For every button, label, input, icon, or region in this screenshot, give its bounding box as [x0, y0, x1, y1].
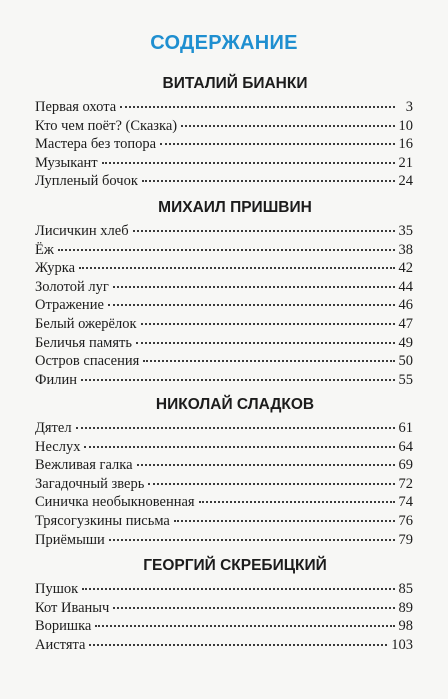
entry-title: Трясогузкины письма: [35, 512, 170, 529]
toc-entry-list: [0, 99, 448, 192]
dot-leader: [81, 379, 395, 381]
entry-title: Отражение: [35, 297, 104, 314]
entry-page-number: 98: [398, 618, 413, 635]
section-author: МИХАИЛ ПРИШВИН: [158, 199, 312, 216]
toc-entry: [35, 637, 413, 656]
toc-entry: [35, 513, 413, 532]
toc-entry: [35, 136, 413, 155]
entry-page-number: 10: [398, 117, 413, 134]
entry-page-number: 44: [398, 278, 413, 295]
dot-leader: [141, 323, 395, 325]
toc-entry: [35, 476, 413, 495]
toc-section-skrebitsky: [0, 555, 448, 655]
entry-title: Первая охота: [35, 99, 117, 115]
entry-page-number: 69: [398, 457, 413, 474]
entry-title: Пушок: [35, 581, 79, 597]
entry-title: Белый ожерёлок: [35, 315, 137, 332]
dot-leader: [95, 625, 394, 627]
entry-page-number: 61: [398, 420, 413, 436]
entry-title: Аистята: [35, 636, 86, 653]
entry-page-number: 38: [398, 241, 413, 258]
toc-entry: [35, 118, 413, 137]
entry-title: Беличья память: [35, 334, 132, 351]
entry-title: Остров спасения: [35, 353, 140, 370]
entry-page-number: 74: [398, 494, 413, 511]
toc-entry: [35, 279, 413, 298]
toc-entry: [35, 297, 413, 316]
entry-page-number: 16: [398, 136, 413, 153]
toc-entry: [35, 439, 413, 458]
dot-leader: [102, 162, 395, 164]
dot-leader: [82, 588, 394, 590]
toc-entry: [35, 420, 413, 439]
section-author: ГЕОРГИЙ СКРЕБИЦКИЙ: [143, 557, 327, 574]
toc-entry: [35, 99, 413, 118]
dot-leader: [137, 464, 395, 466]
entry-page-number: 79: [398, 531, 413, 548]
entry-title: Приёмыши: [35, 531, 105, 548]
entry-title: Музыкант: [35, 154, 98, 171]
entry-title: Мастера без топора: [35, 136, 157, 153]
entry-page-number: 89: [398, 599, 413, 616]
toc-entry: [35, 581, 413, 600]
toc-section-bianki: [0, 73, 448, 192]
dot-leader: [160, 143, 394, 145]
dot-leader: [199, 501, 395, 503]
toc-section-sladkov: [0, 394, 448, 550]
entry-title: Неслух: [35, 438, 81, 455]
entry-page-number: 55: [398, 371, 413, 388]
toc-entry: [35, 372, 413, 391]
dot-leader: [113, 607, 394, 609]
toc-entry: [35, 260, 413, 279]
entry-page-number: 50: [398, 353, 413, 370]
dot-leader: [181, 125, 394, 127]
entry-page-number: 49: [398, 334, 413, 351]
entry-page-number: 72: [398, 475, 413, 492]
toc-entry-list: [0, 223, 448, 390]
section-author: ВИТАЛИЙ БИАНКИ: [162, 75, 308, 92]
entry-title: Вежливая галка: [35, 457, 133, 474]
entry-page-number: 42: [398, 260, 413, 277]
toc-entry-list: [0, 420, 448, 550]
toc-entry: [35, 457, 413, 476]
dot-leader: [133, 230, 395, 232]
dot-leader: [84, 446, 394, 448]
entry-page-number: 35: [398, 223, 413, 239]
toc-entry: [35, 494, 413, 513]
entry-page-number: 103: [391, 636, 413, 653]
page-title: СОДЕРЖАНИЕ: [150, 32, 298, 54]
entry-page-number: 47: [398, 315, 413, 332]
entry-title: Синичка необыкновенная: [35, 494, 195, 511]
toc-entry: [35, 532, 413, 551]
toc-entry: [35, 353, 413, 372]
entry-title: Кто чем поёт? (Сказка): [35, 117, 178, 134]
entry-title: Воришка: [35, 618, 92, 635]
dot-leader: [174, 520, 395, 522]
dot-leader: [148, 483, 394, 485]
toc-entry: [35, 155, 413, 174]
toc-section-prishvin: [0, 197, 448, 390]
dot-leader: [108, 304, 395, 306]
dot-leader: [76, 427, 395, 429]
section-author: НИКОЛАЙ СЛАДКОВ: [155, 396, 315, 413]
entry-title: Лупленый бочок: [35, 173, 138, 190]
entry-title: Ёж: [35, 241, 54, 258]
entry-title: Загадочный зверь: [35, 475, 145, 492]
toc-entry: [35, 618, 413, 637]
entry-title: Журка: [35, 260, 76, 277]
dot-leader: [143, 360, 394, 362]
dot-leader: [120, 106, 395, 108]
entry-page-number: 24: [398, 173, 413, 190]
toc-entry-list: [0, 581, 448, 655]
toc-entry: [35, 173, 413, 192]
dot-leader: [58, 249, 395, 251]
toc-entry: [35, 335, 413, 354]
toc-entry: [35, 223, 413, 242]
entry-page-number: 3: [405, 99, 413, 115]
entry-title: Лисичкин хлеб: [35, 223, 129, 239]
entry-title: Золотой луг: [35, 278, 109, 295]
toc-entry: [35, 316, 413, 335]
entry-title: Филин: [35, 371, 77, 388]
toc-entry: [35, 242, 413, 261]
dot-leader: [109, 539, 395, 541]
entry-page-number: 76: [398, 512, 413, 529]
dot-leader: [113, 286, 395, 288]
entry-page-number: 46: [398, 297, 413, 314]
dot-leader: [79, 267, 394, 269]
entry-page-number: 64: [398, 438, 413, 455]
dot-leader: [142, 180, 395, 182]
entry-page-number: 21: [398, 154, 413, 171]
dot-leader: [89, 644, 387, 646]
toc-entry: [35, 600, 413, 619]
entry-title: Кот Иваныч: [35, 599, 110, 616]
entry-page-number: 85: [398, 581, 413, 597]
dot-leader: [136, 342, 395, 344]
entry-title: Дятел: [35, 420, 72, 436]
